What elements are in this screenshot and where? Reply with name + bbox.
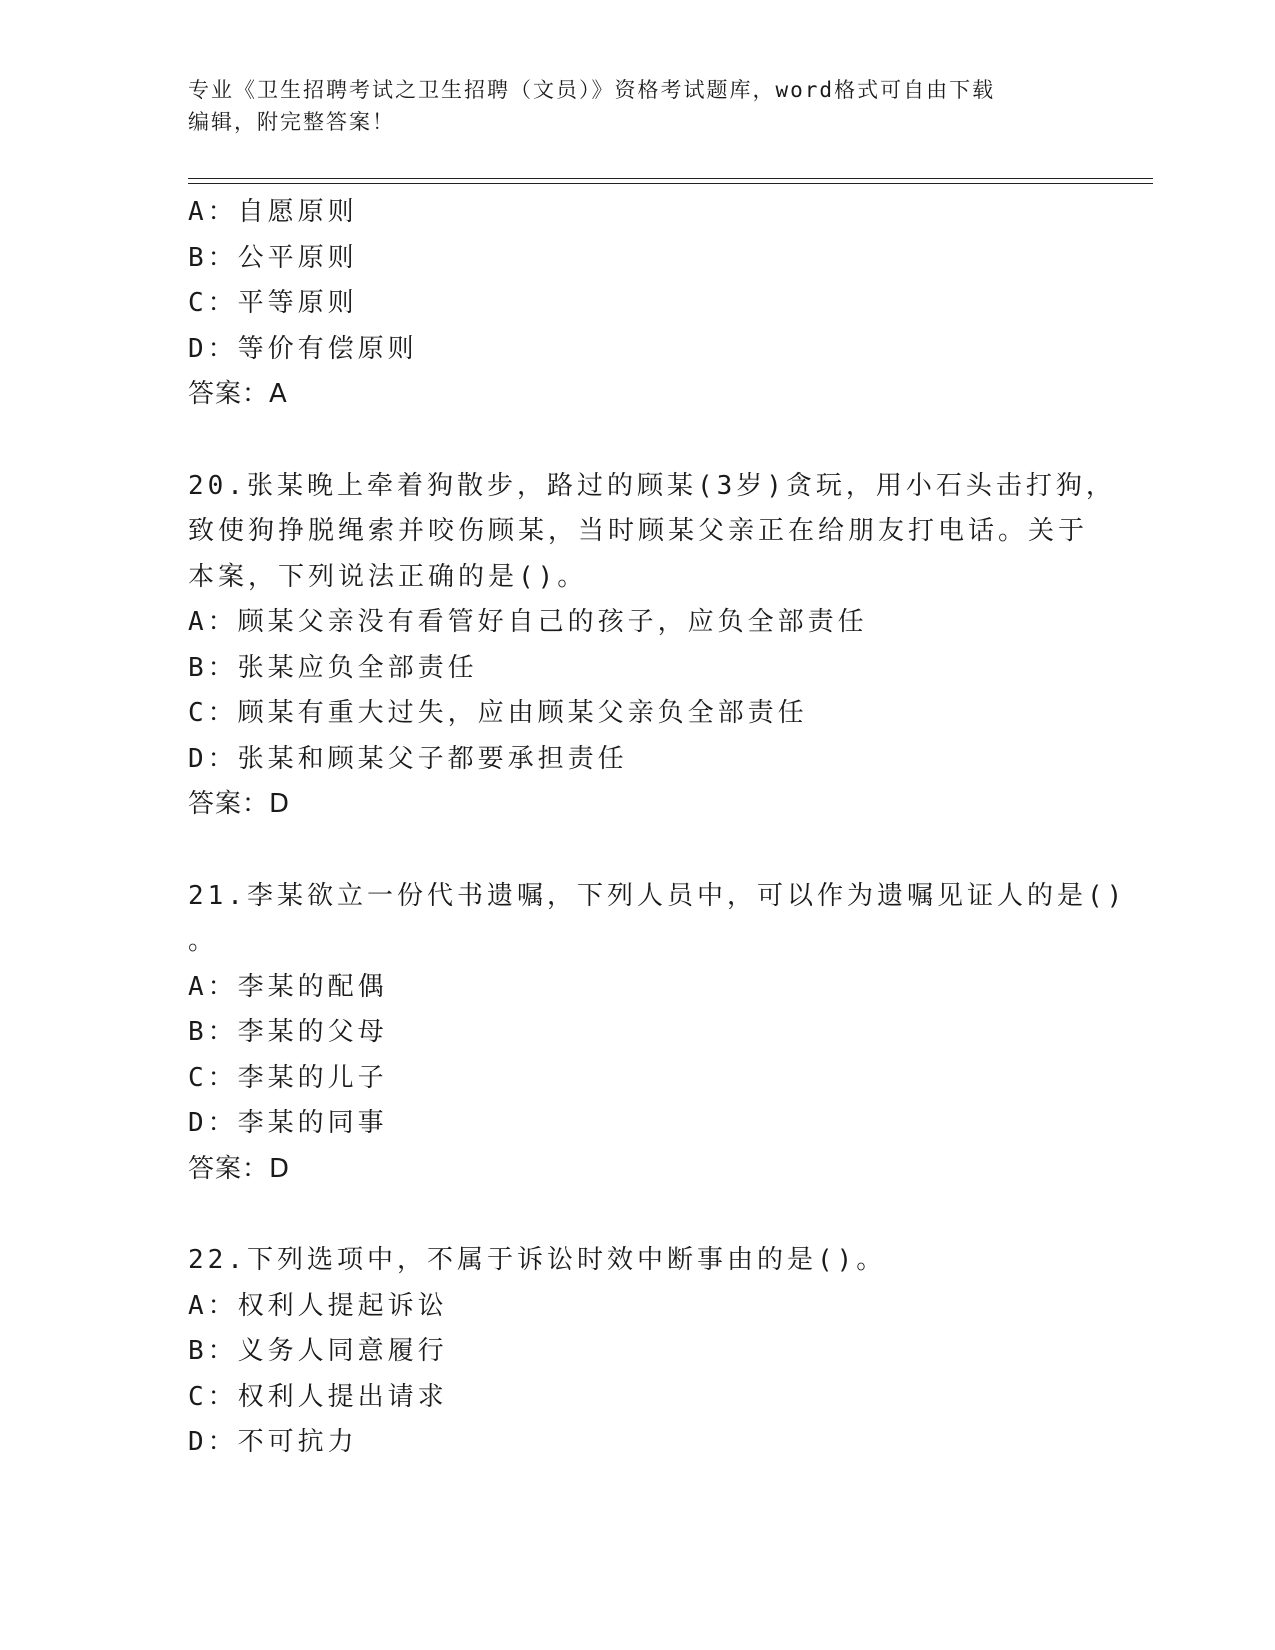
option-b: B：义务人同意履行 <box>188 1336 448 1366</box>
question-stem: 22.下列选项中，不属于诉讼时效中断事由的是()。 <box>188 1245 887 1275</box>
option-b: B：公平原则 <box>188 242 358 273</box>
header-line: 专业《卫生招聘考试之卫生招聘（文员）》资格考试题库，word格式可自由下载 <box>188 78 996 102</box>
question-block <box>188 190 1128 418</box>
option-b: B：张某应负全部责任 <box>188 652 478 683</box>
option-a: A：权利人提起诉讼 <box>188 1290 448 1321</box>
question-stem: 致使狗挣脱绳索并咬伤顾某，当时顾某父亲正在给朋友打电话。关于 <box>188 516 1089 546</box>
spacer <box>188 1192 1128 1238</box>
question-list <box>188 190 1128 1466</box>
option-c: C：平等原则 <box>188 288 358 318</box>
header-divider <box>188 178 1153 179</box>
question-block <box>188 874 1128 1193</box>
option-b: B：李某的父母 <box>188 1017 388 1047</box>
option-d: D：不可抗力 <box>188 1427 358 1457</box>
option-d: D：张某和顾某父子都要承担责任 <box>188 743 628 774</box>
question-stem: 。 <box>188 926 219 956</box>
option-a: A：李某的配偶 <box>188 971 388 1002</box>
question-stem: 20.张某晚上牵着狗散步，路过的顾某(3岁)贪玩，用小石头击打狗， <box>188 470 1116 501</box>
option-c: C：李某的儿子 <box>188 1062 388 1093</box>
question-stem: 21.李某欲立一份代书遗嘱，下列人员中，可以作为遗嘱见证人的是() <box>188 880 1127 911</box>
answer: 答案：A <box>188 379 288 409</box>
option-c: C：权利人提出请求 <box>188 1381 448 1412</box>
option-a: A：顾某父亲没有看管好自己的孩子，应负全部责任 <box>188 607 868 637</box>
spacer <box>188 828 1128 874</box>
option-c: C：顾某有重大过失，应由顾某父亲负全部责任 <box>188 698 808 728</box>
header-line: 编辑，附完整答案！ <box>188 110 395 134</box>
header-divider <box>188 183 1153 184</box>
question-block <box>188 464 1128 828</box>
document-header <box>188 74 1088 138</box>
question-block <box>188 1238 1128 1466</box>
answer: 答案：D <box>188 1153 291 1184</box>
option-d: D：等价有偿原则 <box>188 333 418 364</box>
question-stem: 本案，下列说法正确的是()。 <box>188 561 588 592</box>
spacer <box>188 418 1128 464</box>
answer: 答案：D <box>188 789 291 819</box>
option-d: D：李某的同事 <box>188 1108 388 1138</box>
option-a: A：自愿原则 <box>188 197 358 227</box>
